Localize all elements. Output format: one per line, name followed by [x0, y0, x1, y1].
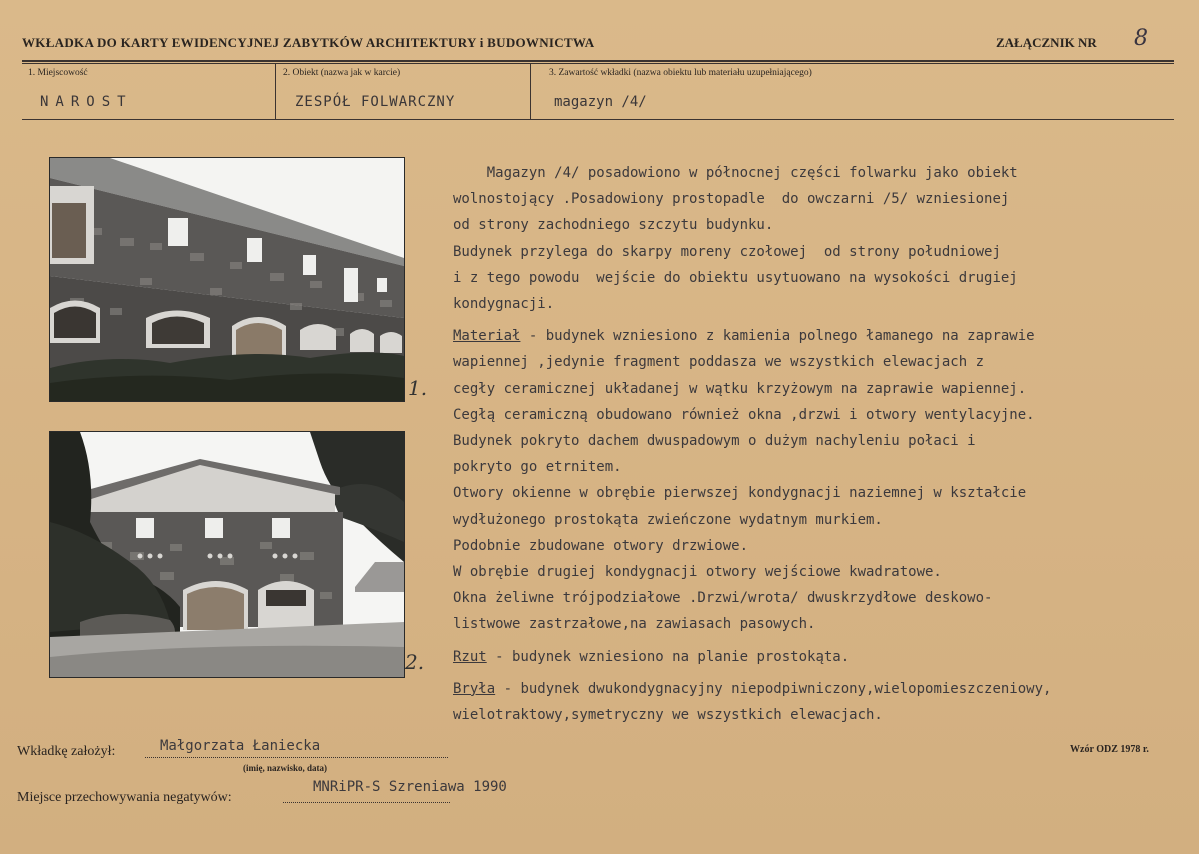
text-line: wielotraktowy,symetryczny we wszystkich elewacjach.: [453, 707, 883, 724]
header-rule-thin: [22, 63, 1174, 64]
text-line: wydłużonego prostokąta zwieńczone wydatnym murkiem.: [453, 511, 883, 528]
text-line: W obrębie drugiej kondygnacji otwory wejściowe kwadratowe.: [453, 564, 942, 581]
text-line: Cegłą ceramiczną obudowano również okna ,drzwi i otwory wentylacyjne.: [453, 406, 1035, 423]
locality-label: 1. Miejscowość: [28, 68, 88, 78]
photo-barn-side: [49, 157, 405, 402]
text-line: Okna żeliwne trójpodziałowe .Drzwi/wrota/ dwuskrzydłowe deskowo-: [453, 590, 993, 607]
text-line: Podobnie zbudowane otwory drzwiowe.: [453, 537, 749, 554]
text-line: cegły ceramicznej układanej w wątku krzyżowym na zaprawie wapiennej.: [453, 380, 1027, 397]
locality-value: NAROST: [40, 94, 133, 110]
photo-number-1: 1.: [408, 376, 428, 400]
bryla-heading: Bryła: [453, 680, 496, 697]
author-caption: (imię, nazwisko, data): [243, 763, 327, 773]
storage-value: MNRiPR-S Szreniawa 1990: [313, 779, 507, 795]
text-line: wapiennej ,jedynie fragment poddasza we wszystkich elewacjach z: [453, 354, 985, 371]
text-line: kondygnacji.: [453, 296, 555, 313]
content-label: 3. Zawartość wkładki (nazwa obiektu lub materiału uzupełniającego): [549, 68, 812, 78]
text-line: Budynek pokryto dachem dwuspadowym o dużym nachyleniu połaci i: [453, 433, 976, 450]
text-line: listwowe zastrzałowe,na zawiasach pasowych.: [453, 616, 816, 633]
storage-label: Miejsce przechowywania negatywów:: [17, 790, 232, 805]
author-dotted-line: [145, 757, 448, 758]
text-line: pokryto go etrnitem.: [453, 459, 622, 476]
field-divider: [275, 64, 276, 119]
author-label: Wkładkę założył:: [17, 744, 116, 759]
header-rule: [22, 60, 1174, 62]
text-line: od strony zachodniego szczytu budynku.: [453, 217, 774, 234]
text-line: Budynek przylega do skarpy moreny czołowej od strony południowej: [453, 243, 1001, 260]
object-label: 2. Obiekt (nazwa jak w karcie): [283, 68, 401, 78]
description-text: [453, 160, 1183, 728]
attachment-label: ZAŁĄCZNIK NR: [996, 35, 1097, 50]
fields-rule: [22, 119, 1174, 120]
form-title: WKŁADKA DO KARTY EWIDENCYJNEJ ZABYTKÓW ARCHITEKTURY i BUDOWNICTWA: [22, 35, 595, 50]
author-value: Małgorzata Łaniecka: [160, 738, 321, 754]
content-value: magazyn /4/: [554, 94, 647, 110]
text-line: Rzut - budynek wzniesiono na planie prostokąta.: [453, 648, 850, 665]
text-line: Bryła - budynek dwukondygnacyjny niepodpiwniczony,wielopomieszczeniowy,: [453, 680, 1052, 697]
object-value: ZESPÓŁ FOLWARCZNY: [295, 94, 456, 110]
attachment-number: 8: [1134, 26, 1148, 51]
storage-dotted-line: [283, 802, 450, 803]
text-line: wolnostojący .Posadowiony prostopadle do owczarni /5/ wzniesionej: [453, 191, 1010, 208]
text-line: i z tego powodu wejście do obiektu usytuowano na wysokości drugiej: [453, 269, 1018, 286]
text-line: Magazyn /4/ posadowiono w północnej części folwarku jako obiekt: [453, 165, 1018, 181]
text-line: Otwory okienne w obrębie pierwszej kondygnacji naziemnej w kształcie: [453, 485, 1027, 502]
rzut-heading: Rzut: [453, 648, 487, 665]
field-divider: [530, 64, 531, 119]
material-heading: Materiał: [453, 328, 521, 345]
form-code: Wzór ODZ 1978 r.: [1070, 744, 1149, 755]
text-line: Materiał - budynek wzniesiono z kamienia polnego łamanego na zaprawie: [453, 328, 1035, 345]
photo-barn-gable: [49, 431, 405, 678]
photo-number-2: 2.: [405, 650, 425, 674]
